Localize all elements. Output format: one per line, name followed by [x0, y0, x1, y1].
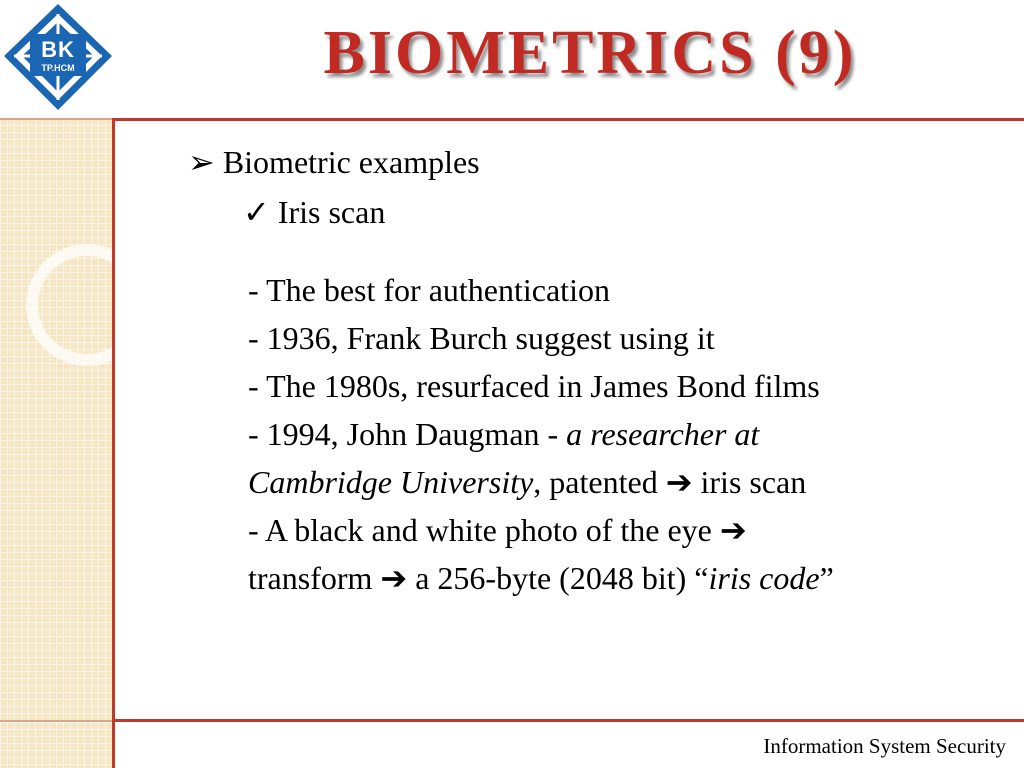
bullet-level1 [188, 143, 480, 181]
arrow-right-icon: ➔ [719, 512, 747, 548]
bottom-rule-left [0, 720, 112, 722]
bullet-level2 [243, 193, 385, 231]
body-text-italic: a researcher at [566, 416, 760, 452]
slide-title: BIOMETRICS (9) [323, 19, 857, 87]
body-text-run: - 1994, John Daugman - [248, 416, 567, 452]
body-text [248, 266, 978, 602]
left-decorative-strip [0, 722, 112, 768]
arrow-right-icon: ➔ [665, 464, 693, 500]
body-text-run: transform [248, 560, 381, 596]
body-text-run: ” [819, 560, 834, 596]
decorative-ring [26, 244, 112, 366]
footer-text: Information System Security [763, 734, 1006, 758]
body-text-italic: Cambridge University [248, 464, 534, 500]
bottom-rule [112, 719, 1024, 722]
top-rule [112, 118, 1024, 121]
body-line: - 1936, Frank Burch suggest using it [248, 320, 715, 356]
university-logo [0, 0, 116, 116]
top-rule-left [0, 118, 112, 120]
body-line: - The best for authentication [248, 272, 610, 308]
body-text-italic: iris code [708, 560, 820, 596]
body-text-run: , patented [533, 464, 666, 500]
arrow-bullet-icon: ➢ [188, 144, 215, 180]
body-text-run: iris scan [692, 464, 807, 500]
body-line [248, 506, 978, 554]
body-line [248, 410, 978, 458]
body-line [248, 554, 978, 602]
body-text-run: - A black and white photo of the eye [248, 512, 720, 548]
bullet-level2-text: Iris scan [277, 194, 386, 230]
left-decorative-panel [0, 118, 112, 722]
logo-text: BK [41, 37, 75, 62]
body-line: - The 1980s, resurfaced in James Bond films [248, 368, 820, 404]
vertical-rule [112, 118, 115, 768]
checkmark-icon: ✓ [243, 194, 270, 230]
body-text-run: a 256-byte (2048 bit) “ [407, 560, 709, 596]
logo-subtext: TP.HCM [41, 63, 75, 73]
arrow-right-icon: ➔ [380, 560, 408, 596]
bullet-level1-text: Biometric examples [222, 144, 480, 180]
body-line [248, 458, 978, 506]
